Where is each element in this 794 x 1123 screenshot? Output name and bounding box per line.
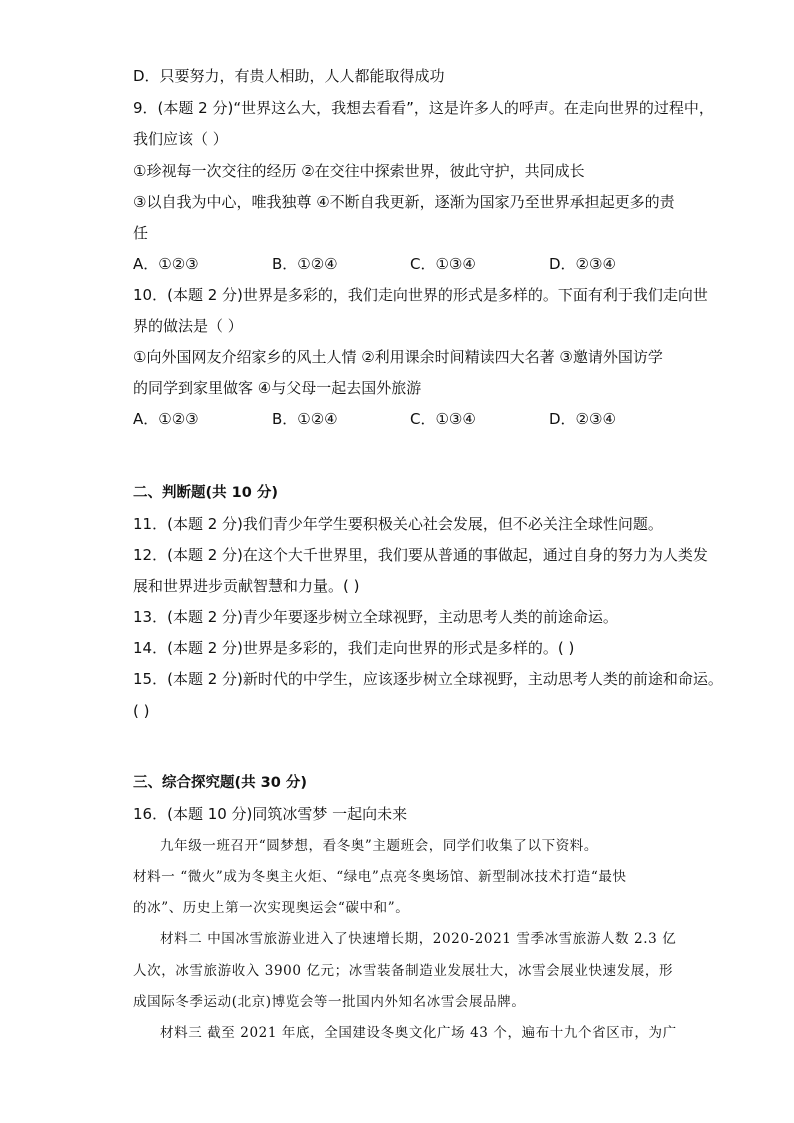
q12-line2: 展和世界进步贡献智慧和力量。( ) — [133, 577, 360, 595]
q15-line1: 15．(本题 2 分)新时代的中学生，应该逐步树立全球视野，主动思考人类的前途和命运。 — [133, 670, 723, 688]
q10-option-a: A．①②③ — [133, 410, 199, 428]
section3-title: 三、综合探究题(共 30 分) — [133, 775, 308, 791]
q9-option-c: C．①③④ — [410, 255, 476, 273]
q9-option-d: D．②③④ — [549, 255, 616, 273]
q10-option-b: B．①②④ — [272, 410, 338, 428]
q9-stem-line1: 9．(本题 2 分)“世界这么大，我想去看看”，这是许多人的呼声。在走向世界的过程中， — [133, 99, 714, 117]
q12-line1: 12．(本题 2 分)在这个大千世界里，我们要从普通的事做起，通过自身的努力为人类发 — [133, 546, 708, 564]
q13: 13．(本题 2 分)青少年要逐步树立全球视野，主动思考人类的前途命运。 — [133, 608, 618, 626]
q9-stem-line2: 我们应该（ ） — [133, 130, 228, 148]
material1-line1: 材料一 “微火”成为冬奥主火炬、“绿电”点亮冬奥场馆、新型制冰技术打造“最快 — [133, 869, 627, 885]
q9-items-line1: ①珍视每一次交往的经历 ②在交往中探索世界，彼此守护，共同成长 — [133, 162, 585, 180]
material2-line3: 成国际冬季运动(北京)博览会等一批国内外知名冰雪会展品牌。 — [133, 994, 526, 1010]
q9-items-line2: ③以自我为中心，唯我独尊 ④不断自我更新，逐渐为国家乃至世界承担起更多的责 — [133, 193, 675, 211]
section2-title: 二、判断题(共 10 分) — [133, 485, 279, 501]
q8-option-d: D．只要努力，有贵人相助，人人都能取得成功 — [133, 67, 445, 85]
material-intro: 九年级一班召开“圆梦想，看冬奥”主题班会，同学们收集了以下资料。 — [160, 838, 599, 854]
material1-line2: 的冰”、历史上第一次实现奥运会“碳中和”。 — [133, 900, 410, 916]
q14: 14．(本题 2 分)世界是多彩的，我们走向世界的形式是多样的。( ) — [133, 639, 575, 657]
q15-line2: ( ) — [133, 702, 150, 720]
q10-items-line1: ①向外国网友介绍家乡的风土人情 ②利用课余时间精读四大名著 ③邀请外国访学 — [133, 348, 663, 366]
material2-line2: 人次，冰雪旅游收入 3900 亿元；冰雪装备制造业发展壮大，冰雪会展业快速发展，形 — [133, 963, 674, 979]
material3-line1: 材料三 截至 2021 年底，全国建设冬奥文化广场 43 个，遍布十九个省区市，为广 — [160, 1025, 677, 1041]
material2-line1: 材料二 中国冰雪旅游业进入了快速增长期，2020-2021 雪季冰雪旅游人数 2.3 亿 — [160, 931, 677, 947]
q16-title: 16．(本题 10 分)同筑冰雪梦 一起向未来 — [133, 805, 408, 823]
q10-stem-line1: 10．(本题 2 分)世界是多彩的，我们走向世界的形式是多样的。下面有利于我们走向世 — [133, 286, 708, 304]
q9-items-line3: 任 — [133, 224, 149, 242]
q10-option-c: C．①③④ — [410, 410, 476, 428]
q11: 11．(本题 2 分)我们青少年学生要积极关心社会发展，但不必关注全球性问题。 — [133, 515, 663, 533]
q10-items-line2: 的同学到家里做客 ④与父母一起去国外旅游 — [133, 379, 422, 397]
q10-option-d: D．②③④ — [549, 410, 616, 428]
q10-stem-line2: 界的做法是（ ） — [133, 317, 243, 335]
q9-option-b: B．①②④ — [272, 255, 338, 273]
q9-option-a: A．①②③ — [133, 255, 199, 273]
